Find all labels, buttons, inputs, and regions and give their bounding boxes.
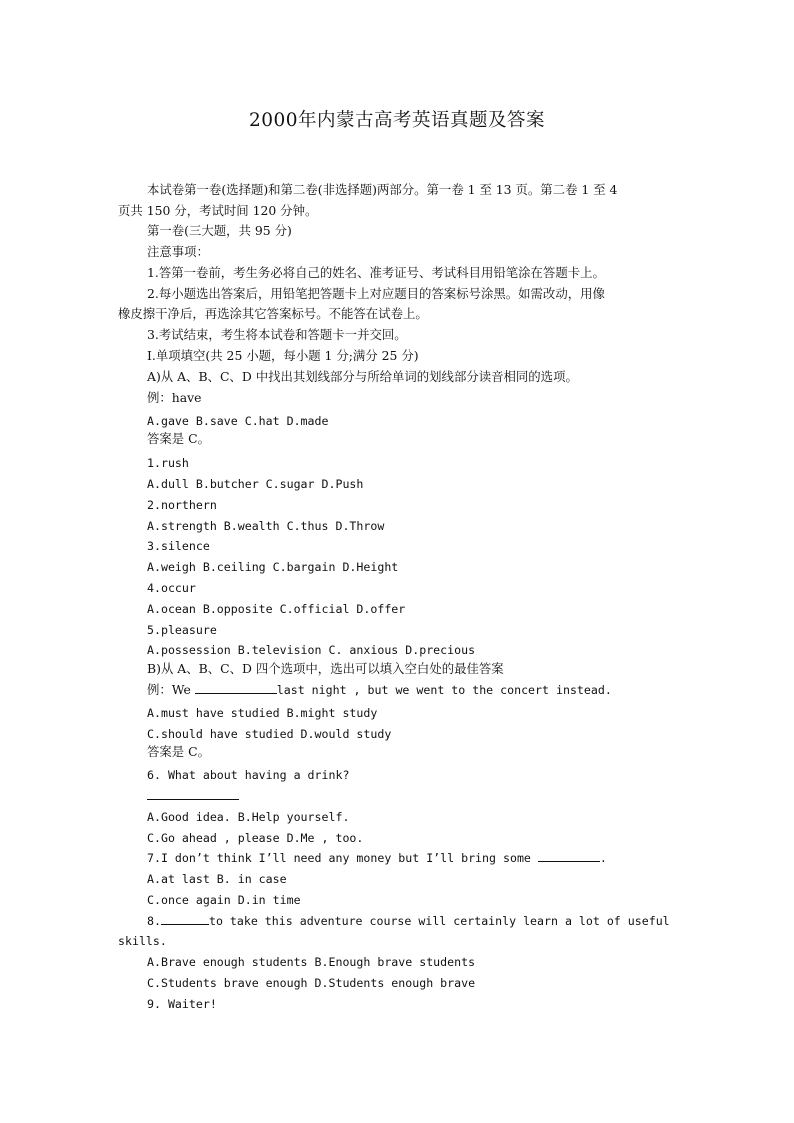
answer-blank — [195, 681, 277, 694]
intro-line-1: 本试卷第一卷(选择题)和第二卷(非选择题)两部分。第一卷 1 至 13 页。第二卷 1 至 4 — [147, 182, 618, 197]
answer-blank — [538, 849, 600, 862]
example-label: 例：have — [147, 390, 202, 405]
question-7-prefix: 7.I don’t think I’ll need any money but I’ll bring some — [147, 851, 538, 865]
example-answer: 答案是 C。 — [147, 431, 210, 446]
note-2b: 橡皮擦干净后，再选涂其它答案标号。不能答在试卷上。 — [118, 306, 428, 321]
intro-line-2: 页共 150 分，考试时间 120 分钟。 — [118, 203, 318, 218]
page-title: 2000年内蒙古高考英语真题及答案 — [248, 110, 546, 131]
part1-heading: 第一卷(三大题，共 95 分) — [147, 223, 292, 238]
question-8 — [147, 912, 670, 930]
answer-blank — [161, 912, 209, 925]
question-5: 5.pleasure — [147, 623, 217, 637]
example-2-suffix: last night , but we went to the concert instead. — [276, 683, 612, 697]
question-8-options-1: A.Brave enough students B.Enough brave students — [147, 955, 476, 969]
question-7-options-1: A.at last B. in case — [147, 872, 287, 886]
example-2-answer: 答案是 C。 — [147, 744, 210, 759]
example-2-prefix: 例：We — [147, 682, 195, 697]
question-8-options-2: C.Students brave enough D.Students enough brave — [147, 976, 476, 990]
question-4-options: A.ocean B.opposite C.official D.offer — [147, 602, 406, 616]
question-2: 2.northern — [147, 498, 217, 512]
question-8-prefix: 8. — [147, 914, 161, 928]
note-2a: 2.每小题选出答案后，用铅笔把答题卡上对应题目的答案标号涂黑。如需改动，用像 — [147, 286, 605, 301]
question-7 — [147, 849, 607, 867]
example-2 — [147, 681, 612, 699]
example-options: A.gave B.save C.hat D.made — [147, 414, 329, 428]
section-b-instructions: B)从 A、B、C、D 四个选项中，选出可以填入空白处的最佳答案 — [147, 661, 504, 676]
question-1-options: A.dull B.butcher C.sugar D.Push — [147, 477, 364, 491]
question-7-suffix: . — [599, 851, 607, 865]
question-6-options-1: A.Good idea. B.Help yourself. — [147, 810, 350, 824]
question-5-options: A.possession B.television C. anxious D.precious — [147, 643, 476, 657]
section1-heading: I.单项填空(共 25 小题，每小题 1 分;满分 25 分) — [147, 348, 419, 363]
note-3: 3.考试结束，考生将本试卷和答题卡一并交回。 — [147, 327, 407, 342]
example-2-options-1: A.must have studied B.might study — [147, 706, 378, 720]
question-6: 6. What about having a drink? — [147, 768, 350, 782]
question-3: 3.silence — [147, 539, 210, 553]
answer-blank — [147, 799, 239, 800]
example-2-options-2: C.should have studied D.would study — [147, 727, 392, 741]
question-3-options: A.weigh B.ceiling C.bargain D.Height — [147, 560, 399, 574]
question-7-options-2: C.once again D.in time — [147, 893, 301, 907]
question-9: 9. Waiter! — [147, 997, 217, 1011]
question-4: 4.occur — [147, 581, 196, 595]
notes-heading: 注意事项： — [147, 244, 209, 259]
question-8-suffix: to take this adventure course will certainly learn a lot of useful — [208, 914, 670, 928]
note-1: 1.答第一卷前，考生务必将自己的姓名、准考证号、考试科目用铅笔涂在答题卡上。 — [147, 265, 605, 280]
section-a-instructions: A)从 A、B、C、D 中找出其划线部分与所给单词的划线部分读音相同的选项。 — [147, 369, 578, 384]
question-8-continuation: skills. — [118, 934, 167, 948]
question-2-options: A.strength B.wealth C.thus D.Throw — [147, 519, 385, 533]
question-1: 1.rush — [147, 456, 189, 470]
question-6-options-2: C.Go ahead , please D.Me , too. — [147, 831, 364, 845]
